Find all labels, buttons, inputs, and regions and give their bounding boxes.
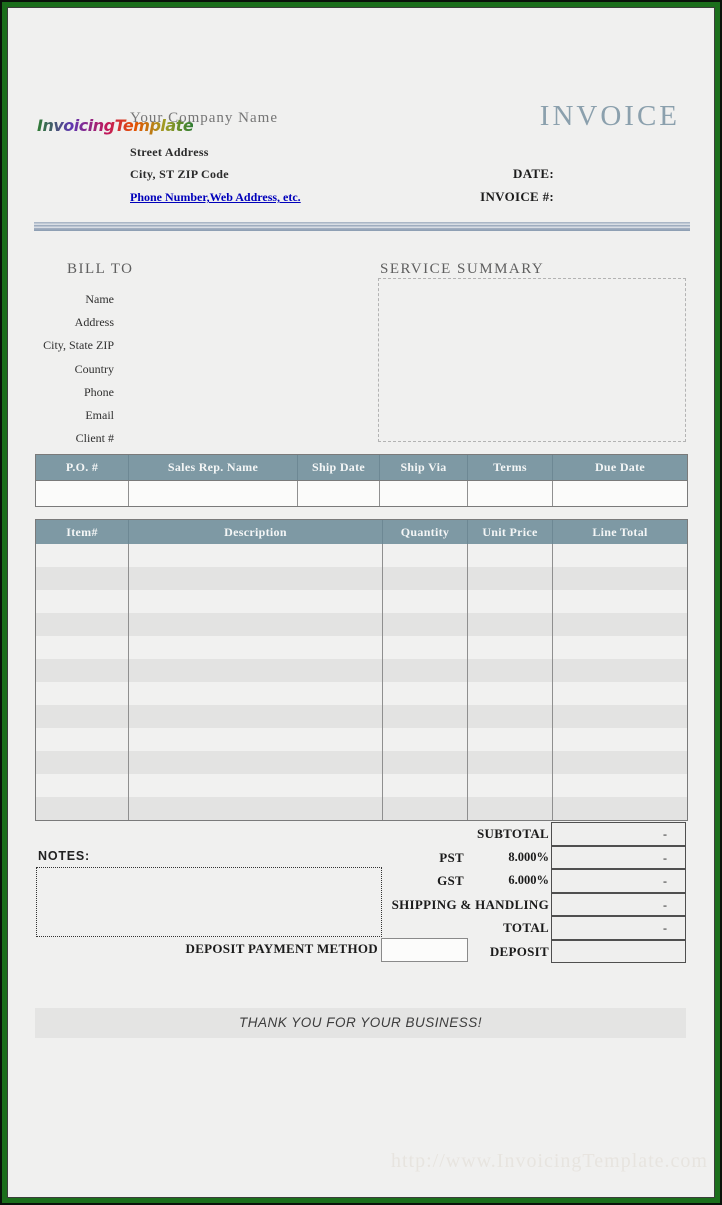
company-name: Your Company Name	[130, 110, 278, 126]
total-value-cell[interactable]: -	[551, 869, 686, 893]
total-value-cell[interactable]: -	[551, 893, 686, 917]
item-input-cell[interactable]	[128, 567, 382, 590]
item-input-cell[interactable]	[382, 613, 467, 636]
item-input-cell[interactable]	[552, 636, 687, 659]
item-input-cell[interactable]	[128, 682, 382, 705]
items-row	[36, 544, 687, 567]
totals-row	[35, 822, 686, 846]
item-input-cell[interactable]	[36, 774, 128, 797]
items-row	[36, 751, 687, 774]
order-table-header-row	[36, 455, 687, 480]
items-table-body	[36, 544, 687, 820]
company-contact-link[interactable]: Phone Number,Web Address, etc.	[130, 190, 301, 204]
item-input-cell[interactable]	[382, 636, 467, 659]
order-input-cell[interactable]	[467, 481, 552, 506]
item-input-cell[interactable]	[36, 590, 128, 613]
item-input-cell[interactable]	[552, 797, 687, 820]
item-input-cell[interactable]	[382, 774, 467, 797]
item-input-cell[interactable]	[128, 705, 382, 728]
item-input-cell[interactable]	[36, 751, 128, 774]
order-header-cell: Due Date	[552, 455, 687, 480]
total-label: SHIPPING & HANDLING	[391, 896, 549, 912]
item-input-cell[interactable]	[382, 590, 467, 613]
item-input-cell[interactable]	[382, 659, 467, 682]
items-row	[36, 682, 687, 705]
item-input-cell[interactable]	[467, 797, 552, 820]
item-input-cell[interactable]	[552, 567, 687, 590]
item-input-cell[interactable]	[128, 636, 382, 659]
item-input-cell[interactable]	[467, 705, 552, 728]
bill-to-fields	[20, 288, 114, 450]
item-input-cell[interactable]	[128, 751, 382, 774]
notes-box[interactable]	[36, 867, 382, 937]
order-header-cell: Sales Rep. Name	[128, 455, 297, 480]
order-input-cell[interactable]	[552, 481, 687, 506]
service-summary-box[interactable]	[378, 278, 686, 442]
items-row	[36, 590, 687, 613]
notes-label: NOTES:	[38, 849, 91, 863]
item-input-cell[interactable]	[128, 797, 382, 820]
item-input-cell[interactable]	[128, 544, 382, 567]
items-header-cell: Quantity	[382, 520, 467, 544]
tax-rate-value[interactable]: 6.000%	[508, 873, 549, 887]
item-input-cell[interactable]	[552, 682, 687, 705]
invoice-number-field[interactable]	[558, 189, 686, 207]
thank-you-banner: THANK YOU FOR YOUR BUSINESS!	[35, 1008, 686, 1038]
company-logo: InvoicingTemplate	[37, 116, 194, 135]
bill-to-field-label: Name	[85, 292, 114, 306]
items-row	[36, 567, 687, 590]
items-header-cell: Item#	[66, 525, 98, 539]
item-input-cell[interactable]	[467, 544, 552, 567]
item-input-cell[interactable]	[382, 567, 467, 590]
items-row	[36, 659, 687, 682]
item-input-cell[interactable]	[36, 613, 128, 636]
total-value-cell[interactable]: -	[551, 916, 686, 940]
item-input-cell[interactable]	[552, 613, 687, 636]
bill-to-field-label: Phone	[84, 384, 114, 399]
items-header-cell: Line Total	[552, 520, 687, 544]
watermark: http://www.InvoicingTemplate.com	[390, 1150, 708, 1172]
item-input-cell[interactable]	[382, 797, 467, 820]
order-header-cell: Ship Via	[379, 455, 467, 480]
item-input-cell[interactable]	[128, 659, 382, 682]
item-input-cell[interactable]	[36, 797, 128, 820]
items-row	[36, 705, 687, 728]
items-row	[36, 613, 687, 636]
item-input-cell[interactable]	[467, 567, 552, 590]
order-input-cell[interactable]	[36, 481, 128, 506]
order-input-cell[interactable]	[128, 481, 297, 506]
item-input-cell[interactable]	[467, 613, 552, 636]
bill-to-title: BILL TO	[67, 261, 134, 277]
items-header-cell: Unit Price	[467, 520, 552, 544]
item-input-cell[interactable]	[552, 544, 687, 567]
item-input-cell[interactable]	[382, 728, 467, 751]
item-input-cell[interactable]	[36, 544, 128, 567]
date-value-field[interactable]	[558, 166, 686, 184]
item-input-cell[interactable]	[36, 682, 128, 705]
items-table-header-row	[36, 520, 687, 544]
order-table-body-row	[36, 480, 687, 506]
bill-to-field-label: Email	[85, 407, 114, 422]
total-label: TOTAL	[503, 920, 549, 935]
total-label: GST	[437, 873, 464, 888]
tax-rate-value[interactable]: 8.000%	[508, 849, 549, 864]
item-input-cell[interactable]	[467, 774, 552, 797]
invoice-number-label: INVOICE #:	[480, 189, 554, 204]
total-label: DEPOSIT	[489, 943, 549, 959]
item-input-cell[interactable]	[382, 705, 467, 728]
date-label: DATE:	[513, 166, 554, 181]
total-label: SUBTOTAL	[476, 826, 549, 841]
item-input-cell[interactable]	[36, 659, 128, 682]
item-input-cell[interactable]	[36, 728, 128, 751]
item-input-cell[interactable]	[467, 590, 552, 613]
deposit-payment-method-field[interactable]	[381, 938, 468, 962]
item-input-cell[interactable]	[552, 659, 687, 682]
item-input-cell[interactable]	[36, 705, 128, 728]
total-value-cell[interactable]: -	[551, 822, 686, 846]
totals-row	[35, 846, 686, 870]
header-divider	[34, 222, 690, 231]
items-row	[36, 636, 687, 659]
line-items-table	[35, 519, 688, 821]
total-value-cell[interactable]: -	[551, 846, 686, 870]
item-input-cell[interactable]	[467, 659, 552, 682]
bill-to-field-label: Client #	[75, 431, 114, 446]
item-input-cell[interactable]	[382, 751, 467, 774]
invoice-title: INVOICE	[539, 100, 680, 132]
items-row	[36, 774, 687, 797]
bill-to-field-label: Country	[74, 361, 114, 376]
item-input-cell[interactable]	[382, 682, 467, 705]
service-summary-title: SERVICE SUMMARY	[380, 261, 545, 277]
order-header-cell: Terms	[467, 455, 552, 480]
item-input-cell[interactable]	[552, 774, 687, 797]
item-input-cell[interactable]	[128, 590, 382, 613]
order-header-cell: P.O. #	[65, 460, 99, 474]
bill-to-field-label: Address	[74, 315, 114, 330]
total-label: PST	[439, 849, 464, 865]
order-input-cell[interactable]	[297, 481, 379, 506]
item-input-cell[interactable]	[467, 728, 552, 751]
item-input-cell[interactable]	[552, 590, 687, 613]
items-header-cell: Description	[128, 520, 382, 544]
item-input-cell[interactable]	[128, 728, 382, 751]
company-street: Street Address	[130, 145, 209, 159]
item-input-cell[interactable]	[467, 751, 552, 774]
item-input-cell[interactable]	[36, 567, 128, 590]
order-info-table	[35, 454, 688, 507]
bill-to-field-label: City, State ZIP	[43, 338, 114, 353]
item-input-cell[interactable]	[382, 544, 467, 567]
item-input-cell[interactable]	[467, 636, 552, 659]
company-city: City, ST ZIP Code	[130, 167, 229, 181]
items-row	[36, 728, 687, 751]
items-row	[36, 797, 687, 820]
item-input-cell[interactable]	[552, 705, 687, 728]
item-input-cell[interactable]	[467, 682, 552, 705]
deposit-payment-method-label: DEPOSIT PAYMENT METHOD	[185, 941, 378, 956]
item-input-cell[interactable]	[36, 636, 128, 659]
item-input-cell[interactable]	[128, 774, 382, 797]
item-input-cell[interactable]	[552, 728, 687, 751]
total-value-cell[interactable]	[551, 940, 686, 964]
item-input-cell[interactable]	[552, 751, 687, 774]
order-input-cell[interactable]	[379, 481, 467, 506]
item-input-cell[interactable]	[128, 613, 382, 636]
order-header-cell: Ship Date	[297, 455, 379, 480]
